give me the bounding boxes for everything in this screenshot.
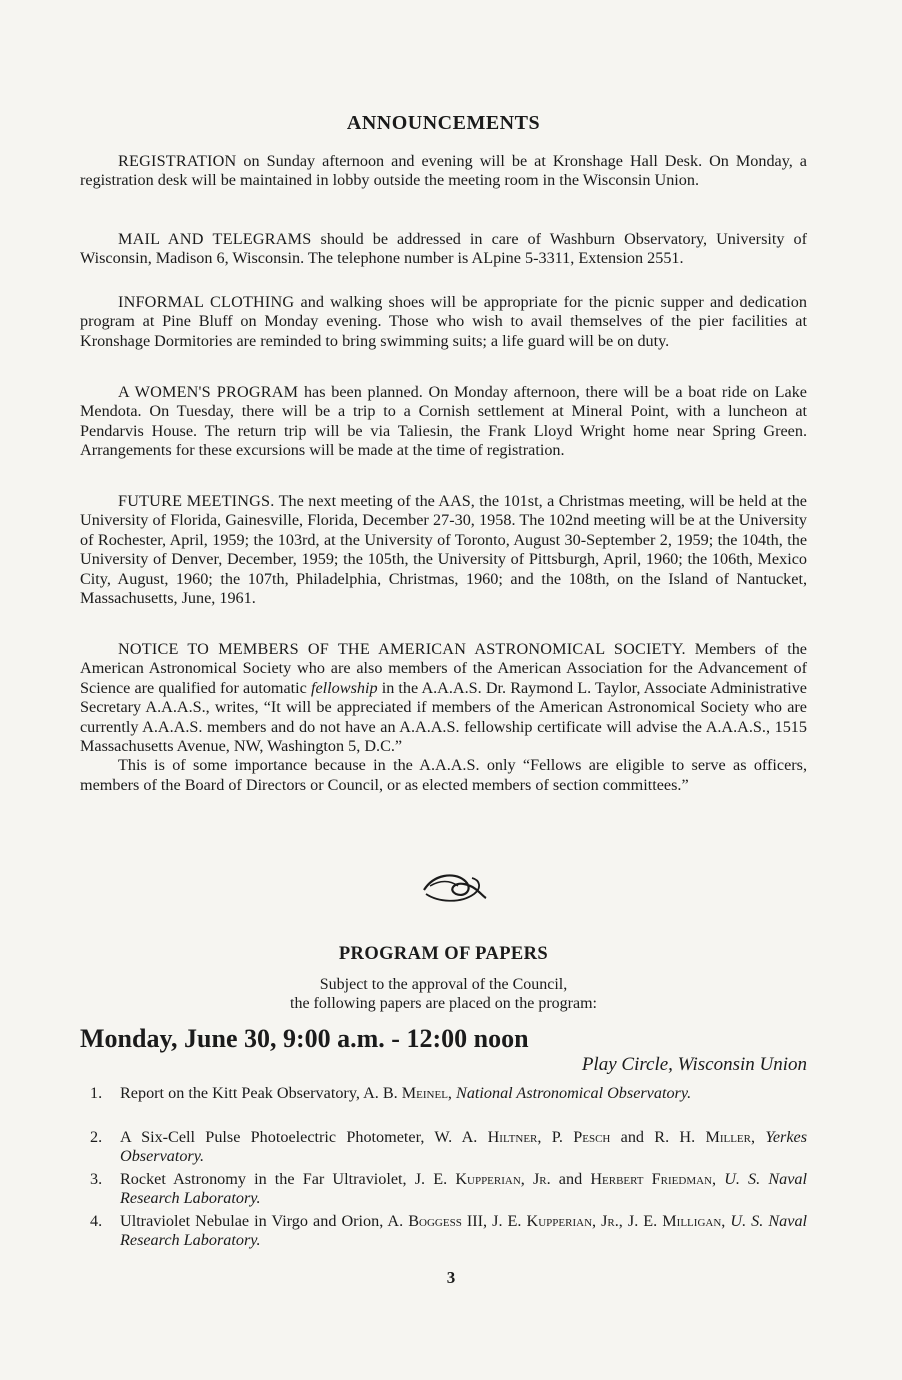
session-heading: Monday, June 30, 9:00 a.m. - 12:00 noon bbox=[80, 1024, 529, 1053]
paper-title: Ultraviolet Nebulae in Virgo and Orion, A. bbox=[120, 1212, 409, 1230]
paragraph-text: The next meeting of the AAS, the 101st, a Christmas meeting, will be held at the University of Florida, Gainesville, Florida, December 27-30, 1958. The 102nd meeting will be at the University of Rochester, April, 1959; the 103rd, at the University of Toronto, August 30-September 2, 1959; the 104th, the University of Denver, December, 1959; the 105th, the University of Pittsburgh, April, 1960; the 106th, Mexico City, August, 1960; the 107th, Philadelphia, Christmas, 1960; and the 108th, on the Island of Nantucket, Massachusetts, June, 1961. bbox=[80, 492, 807, 608]
paper-separator: , bbox=[751, 1128, 766, 1146]
paragraph-lead: A WOMEN'S PROGRAM bbox=[118, 383, 299, 401]
paper-separator: , bbox=[447, 1084, 457, 1102]
paragraph-lead: REGISTRATION bbox=[118, 152, 237, 170]
paragraph-lead: MAIL AND TELEGRAMS bbox=[118, 230, 312, 248]
paper-separator: and bbox=[550, 1170, 591, 1188]
program-subtitle: Subject to the approval of the Council, bbox=[319, 976, 568, 993]
paper-item bbox=[80, 1212, 807, 1251]
paragraph-lead: NOTICE TO MEMBERS OF THE AMERICAN ASTRONOMICAL SOCIETY. bbox=[118, 640, 686, 658]
paper-author: Pesch bbox=[573, 1128, 611, 1146]
paper-author: Kupperian, Jr. bbox=[526, 1212, 619, 1230]
fellowship-italic: fellowship bbox=[311, 678, 378, 697]
paper-item bbox=[80, 1170, 807, 1209]
page-number: 3 bbox=[446, 1268, 456, 1287]
paper-affiliation: U. S. Naval Research Laboratory. bbox=[120, 1212, 808, 1250]
paper-separator: and R. H. bbox=[610, 1128, 706, 1146]
paragraph-text: on Sunday afternoon and evening will be at Kronshage Hall Desk. On Monday, a registration desk will be maintained in lobby outside the meeting room in the Wisconsin Union. bbox=[80, 152, 807, 190]
paragraph-text: should be addressed in care of Washburn Observatory, University of Wisconsin, Madison 6, Wisconsin. The telephone number is ALpine 5-3311, Extension 2551. bbox=[80, 230, 807, 268]
paper-separator: , bbox=[721, 1212, 731, 1230]
paper-author: Herbert Friedman bbox=[590, 1170, 712, 1188]
future-meetings-paragraph bbox=[80, 492, 807, 608]
paper-item bbox=[80, 1084, 807, 1103]
paper-number: 1. bbox=[90, 1084, 103, 1102]
paragraph-text: and walking shoes will be appropriate for the picnic supper and dedication program at Pine Bluff on Monday evening. Those who wish to avail themselves of the pier facilities at Kronshage Dormitories are reminded to bring swimming suits; a life guard will be on duty. bbox=[80, 293, 807, 350]
paper-author: Boggess III bbox=[408, 1212, 484, 1230]
paper-author: Milligan bbox=[662, 1212, 722, 1230]
paper-item bbox=[80, 1128, 807, 1167]
registration-paragraph bbox=[80, 152, 807, 191]
paper-separator: , P. bbox=[537, 1128, 574, 1146]
paper-title: Report on the Kitt Peak Observatory, A. B. bbox=[120, 1084, 402, 1102]
paper-title: A Six-Cell Pulse Photoelectric Photometer, W. A. bbox=[120, 1128, 488, 1146]
paragraph-text: in the A.A.A.S. Dr. Raymond L. Taylor, Associate Administrative Secretary A.A.A.S., writes, “It will be appreciated if members of the American Astronomical Society who are currently A.A.A.S. members and do not have an A.A.A.S. fellowship certificate will advise the A.A.A.S., 1515 Massachusetts Avenue, NW, Washington 5, D.C.” bbox=[80, 678, 807, 756]
paper-affiliation: Yerkes Observatory. bbox=[120, 1128, 807, 1166]
program-subtitle: the following papers are placed on the program: bbox=[290, 995, 597, 1012]
womens-program-paragraph bbox=[80, 383, 807, 461]
paper-affiliation: National Astronomical Observatory. bbox=[456, 1084, 692, 1102]
program-title: PROGRAM OF PAPERS bbox=[338, 944, 549, 964]
paper-author: Meinel bbox=[401, 1084, 448, 1102]
paper-number: 3. bbox=[90, 1170, 103, 1188]
paragraph-text: Members of the American Astronomical Society who are also members of the American Association for the Advancement of Science are qualified for automatic bbox=[80, 640, 807, 697]
paper-separator: , J. E. bbox=[618, 1212, 663, 1230]
paper-number: 4. bbox=[90, 1212, 103, 1230]
paper-author: Hiltner bbox=[487, 1128, 538, 1146]
announcements-title: ANNOUNCEMENTS bbox=[346, 112, 541, 134]
paper-title: Rocket Astronomy in the Far Ultraviolet, J. E. bbox=[120, 1170, 456, 1188]
paper-separator: , J. E. bbox=[483, 1212, 527, 1230]
notice-followup: This is of some importance because in the A.A.A.S. only “Fellows are eligible to serve as officers, members of the Board of Directors or Council, or as elected members of section committees.” bbox=[80, 756, 807, 794]
session-venue: Play Circle, Wisconsin Union bbox=[581, 1054, 807, 1075]
paper-number: 2. bbox=[90, 1128, 103, 1146]
paper-author: Miller bbox=[705, 1128, 751, 1146]
paper-author: Kupperian, Jr. bbox=[455, 1170, 551, 1188]
paper-affiliation: U. S. Naval Research Laboratory. bbox=[120, 1170, 808, 1208]
paragraph-lead: INFORMAL CLOTHING bbox=[118, 293, 295, 311]
announcements-section bbox=[80, 112, 807, 135]
aas-notice-paragraph bbox=[80, 640, 807, 795]
paper-separator: , bbox=[712, 1170, 725, 1188]
clothing-paragraph bbox=[80, 293, 807, 351]
flourish-ornament-icon bbox=[420, 868, 490, 908]
mail-paragraph bbox=[80, 230, 807, 269]
paragraph-lead: FUTURE MEETINGS. bbox=[118, 492, 275, 510]
paragraph-text: has been planned. On Monday afternoon, there will be a boat ride on Lake Mendota. On Tuesday, there will be a trip to a Cornish settlement at Mineral Point, with a luncheon at Pendarvis House. The return trip will be via Taliesin, the Frank Lloyd Wright home near Spring Green. Arrangements for these excursions will be made at the time of registration. bbox=[80, 383, 807, 460]
